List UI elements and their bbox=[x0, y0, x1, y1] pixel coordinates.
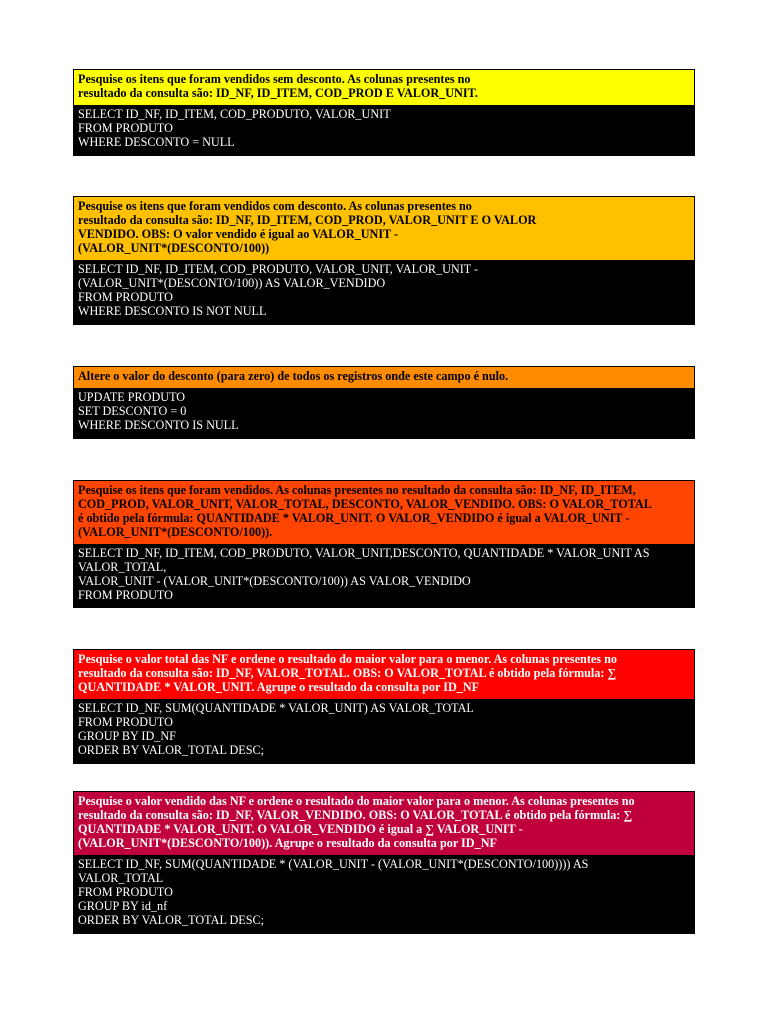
question-3 bbox=[74, 367, 694, 388]
question-line: COD_PROD, VALOR_UNIT, VALOR_TOTAL, DESCONTO, VALOR_VENDIDO. OBS: O VALOR_TOTAL bbox=[78, 497, 652, 511]
answer-line: VALOR_TOTAL, bbox=[78, 560, 167, 574]
answer-line: FROM PRODUTO bbox=[78, 715, 173, 729]
answer-line: GROUP BY id_nf bbox=[78, 899, 168, 913]
answer-line: SELECT ID_NF, ID_ITEM, COD_PRODUTO, VALOR_UNIT, VALOR_UNIT - bbox=[78, 262, 479, 276]
answer-line: ORDER BY VALOR_TOTAL DESC; bbox=[78, 913, 265, 927]
answer-line: FROM PRODUTO bbox=[78, 290, 173, 304]
question-2 bbox=[74, 197, 694, 260]
answer-line: FROM PRODUTO bbox=[78, 588, 173, 602]
answer-line: (VALOR_UNIT*(DESCONTO/100)) AS VALOR_VENDIDO bbox=[78, 276, 386, 290]
answer-line: GROUP BY ID_NF bbox=[78, 729, 176, 743]
exercise-block-5 bbox=[73, 649, 695, 764]
question-line: QUANTIDADE * VALOR_UNIT. Agrupe o resultado da consulta por ID_NF bbox=[78, 680, 480, 694]
question-line: resultado da consulta são: ID_NF, VALOR_VENDIDO. OBS: O VALOR_TOTAL é obtido pela fórmula: ∑ bbox=[78, 808, 633, 822]
question-line: resultado da consulta são: ID_NF, VALOR_TOTAL. OBS: O VALOR_TOTAL é obtido pela fórmula: ∑ bbox=[78, 666, 617, 680]
question-line: é obtido pela fórmula: QUANTIDADE * VALOR_UNIT. O VALOR_VENDIDO é igual a VALOR_UNIT - bbox=[78, 511, 630, 525]
answer-line: WHERE DESCONTO = NULL bbox=[78, 135, 235, 149]
answer-4 bbox=[74, 544, 694, 607]
answer-line: SET DESCONTO = 0 bbox=[78, 404, 187, 418]
exercise-block-3 bbox=[73, 366, 695, 439]
exercise-block-6 bbox=[73, 791, 695, 934]
answer-line: WHERE DESCONTO IS NULL bbox=[78, 418, 239, 432]
answer-1 bbox=[74, 105, 694, 155]
exercise-block-1 bbox=[73, 69, 695, 156]
answer-line: SELECT ID_NF, ID_ITEM, COD_PRODUTO, VALOR_UNIT bbox=[78, 107, 391, 121]
answer-line: ORDER BY VALOR_TOTAL DESC; bbox=[78, 743, 265, 757]
answer-line: SELECT ID_NF, SUM(QUANTIDADE * VALOR_UNIT) AS VALOR_TOTAL bbox=[78, 701, 474, 715]
answer-line: WHERE DESCONTO IS NOT NULL bbox=[78, 304, 267, 318]
answer-2 bbox=[74, 260, 694, 324]
answer-line: FROM PRODUTO bbox=[78, 121, 173, 135]
question-line: (VALOR_UNIT*(DESCONTO/100)) bbox=[78, 241, 270, 255]
question-line: Pesquise o valor total das NF e ordene o resultado do maior valor para o menor. As colunas presentes no bbox=[78, 652, 617, 666]
question-5 bbox=[74, 650, 694, 699]
question-line: VENDIDO. OBS: O valor vendido é igual ao VALOR_UNIT - bbox=[78, 227, 399, 241]
question-line: QUANTIDADE * VALOR_UNIT. O VALOR_VENDIDO é igual a ∑ VALOR_UNIT - bbox=[78, 822, 523, 836]
exercise-block-2 bbox=[73, 196, 695, 325]
answer-line: SELECT ID_NF, SUM(QUANTIDADE * (VALOR_UNIT - (VALOR_UNIT*(DESCONTO/100)))) AS bbox=[78, 857, 589, 871]
question-1 bbox=[74, 70, 694, 105]
question-line: Pesquise os itens que foram vendidos. As colunas presentes no resultado da consulta são: ID_NF, ID_ITEM, bbox=[78, 483, 636, 497]
question-line: Altere o valor do desconto (para zero) de todos os registros onde este campo é nulo. bbox=[78, 369, 509, 383]
answer-line: SELECT ID_NF, ID_ITEM, COD_PRODUTO, VALOR_UNIT,DESCONTO, QUANTIDADE * VALOR_UNIT AS bbox=[78, 546, 650, 560]
question-line: (VALOR_UNIT*(DESCONTO/100)). Agrupe o resultado da consulta por ID_NF bbox=[78, 836, 497, 850]
answer-line: VALOR_UNIT - (VALOR_UNIT*(DESCONTO/100)) AS VALOR_VENDIDO bbox=[78, 574, 471, 588]
answer-line: FROM PRODUTO bbox=[78, 885, 173, 899]
answer-line: UPDATE PRODUTO bbox=[78, 390, 186, 404]
answer-6 bbox=[74, 855, 694, 933]
question-4 bbox=[74, 481, 694, 544]
exercise-block-4 bbox=[73, 480, 695, 608]
answer-line: VALOR_TOTAL bbox=[78, 871, 164, 885]
question-line: resultado da consulta são: ID_NF, ID_ITEM, COD_PROD, VALOR_UNIT E O VALOR bbox=[78, 213, 537, 227]
question-line: Pesquise os itens que foram vendidos com desconto. As colunas presentes no bbox=[78, 199, 472, 213]
answer-5 bbox=[74, 699, 694, 763]
question-line: (VALOR_UNIT*(DESCONTO/100)). bbox=[78, 525, 273, 539]
question-6 bbox=[74, 792, 694, 855]
question-line: Pesquise o valor vendido das NF e ordene o resultado do maior valor para o menor. As colunas presentes no bbox=[78, 794, 635, 808]
question-line: Pesquise os itens que foram vendidos sem desconto. As colunas presentes no bbox=[78, 72, 471, 86]
question-line: resultado da consulta são: ID_NF, ID_ITEM, COD_PROD E VALOR_UNIT. bbox=[78, 86, 478, 100]
answer-3 bbox=[74, 388, 694, 438]
